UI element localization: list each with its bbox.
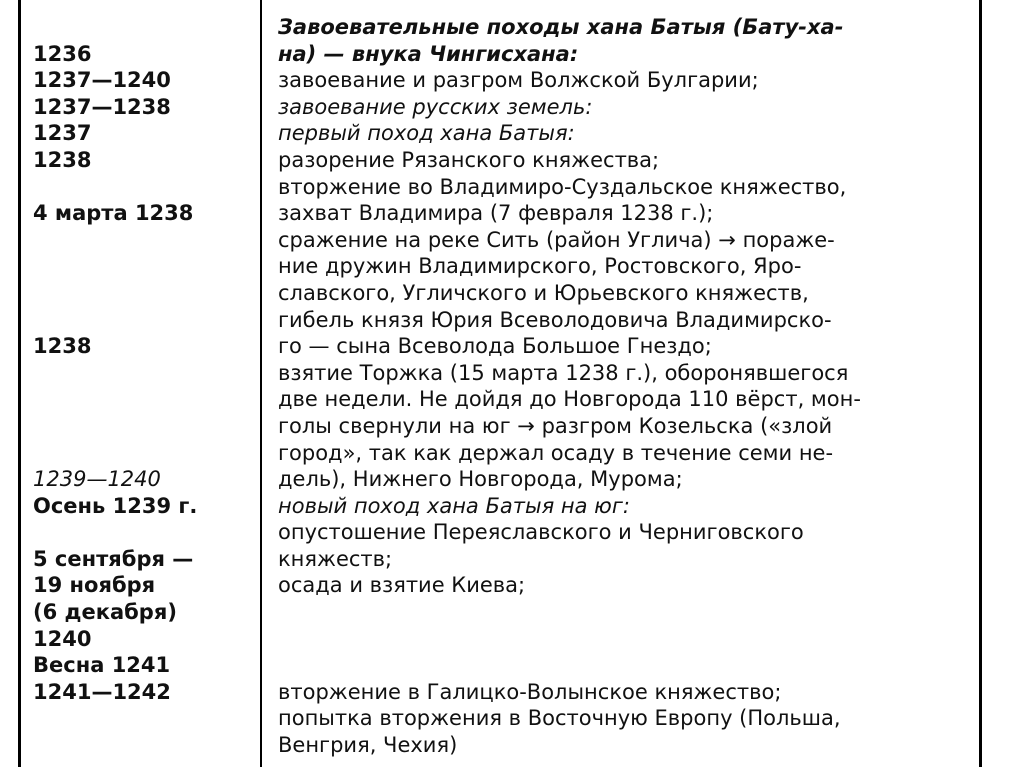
text-line xyxy=(278,626,978,653)
event-column xyxy=(278,14,978,759)
date-row xyxy=(33,253,258,280)
date-row xyxy=(33,413,258,440)
date-row xyxy=(33,307,258,334)
subheading: новый поход хана Батыя на юг: xyxy=(278,493,630,518)
date-row: 1237—1238 xyxy=(33,94,171,119)
date-row xyxy=(33,360,258,387)
date-row xyxy=(33,519,258,546)
date-row: 4 марта 1238 xyxy=(33,201,194,226)
text-line xyxy=(278,652,978,679)
text-line xyxy=(278,41,978,68)
text-line: сражение на реке Сить (район Углича) → пораже- xyxy=(278,227,835,252)
date-row: 1241—1242 xyxy=(33,679,171,704)
column-divider xyxy=(260,0,262,767)
text-line: попытка вторжения в Восточную Европу (Польша, xyxy=(278,706,841,731)
text-line: захват Владимира (7 февраля 1238 г.); xyxy=(278,201,714,226)
heading-continuation: на) — внука Чингисхана: xyxy=(278,41,579,66)
date-row xyxy=(33,280,258,307)
date-row: 1238 xyxy=(33,147,92,172)
text-line: завоевание и разгром Волжской Булгарии; xyxy=(278,68,759,93)
text-line: Венгрия, Чехия) xyxy=(278,733,458,758)
date-row xyxy=(33,14,258,41)
date-row xyxy=(33,227,258,254)
date-row xyxy=(33,440,258,467)
text-line: разорение Рязанского княжества; xyxy=(278,147,660,172)
text-line: гибель князя Юрия Всеволодовича Владимирско- xyxy=(278,307,832,332)
text-line: княжеств; xyxy=(278,546,393,571)
date-row: 1237—1240 xyxy=(33,68,171,93)
date-row xyxy=(33,705,258,732)
subheading: завоевание русских земель: xyxy=(278,94,593,119)
text-line: ние дружин Владимирского, Ростовского, Яро- xyxy=(278,254,802,279)
date-row xyxy=(33,386,258,413)
date-row: Весна 1241 xyxy=(33,653,171,678)
text-line: вторжение в Галицко-Волынское княжество; xyxy=(278,679,782,704)
date-row: 1237 xyxy=(33,121,92,146)
section-heading: Завоевательные походы хана Батыя (Бату-ха- xyxy=(278,15,844,39)
date-row: 1239—1240 xyxy=(33,467,161,492)
subheading: первый поход хана Батыя: xyxy=(278,121,575,146)
date-row: 1238 xyxy=(33,334,92,359)
text-line: две недели. Не дойдя до Новгорода 110 вёрст, мон- xyxy=(278,387,861,412)
text-line: вторжение во Владимиро-Суздальское княжество, xyxy=(278,174,847,199)
text-line: осада и взятие Киева; xyxy=(278,573,526,598)
date-row: 1240 xyxy=(33,626,92,651)
text-line: голы свернули на юг → разгром Козельска («злой xyxy=(278,413,833,438)
text-line: дель), Нижнего Новгорода, Мурома; xyxy=(278,467,683,492)
text-line: славского, Угличского и Юрьевского княжеств, xyxy=(278,280,809,305)
date-row: 1236 xyxy=(33,41,92,66)
date-row: Осень 1239 г. xyxy=(33,493,198,518)
date-row xyxy=(33,174,258,201)
text-line xyxy=(278,599,978,626)
date-column xyxy=(33,14,258,732)
text-line: опустошение Переяславского и Черниговского xyxy=(278,520,804,545)
text-line: го — сына Всеволода Большое Гнездо; xyxy=(278,334,712,359)
date-row: (6 декабря) xyxy=(33,600,177,625)
text-line: город», так как держал осаду в течение семи не- xyxy=(278,440,834,465)
chronology-table xyxy=(18,0,982,767)
date-row: 19 ноября xyxy=(33,573,156,598)
text-line: взятие Торжка (15 марта 1238 г.), оборонявшегося xyxy=(278,360,849,385)
date-row: 5 сентября — xyxy=(33,546,194,571)
